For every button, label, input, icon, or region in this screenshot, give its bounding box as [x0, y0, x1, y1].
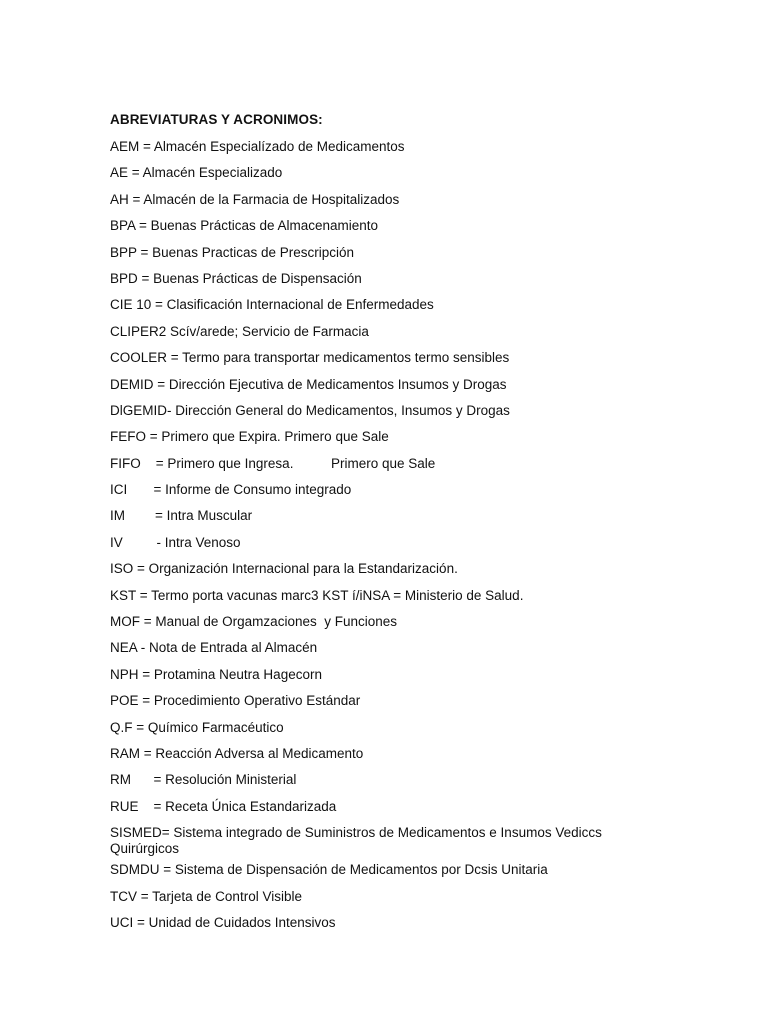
list-item: RUE = Receta Única Estandarizada [110, 798, 337, 814]
list-item: SISMED= Sistema integrado de Suministros de Medicamentos e Insumos Vediccs Quirúrgicos [110, 825, 606, 857]
list-item: IM = Intra Muscular [110, 508, 253, 524]
list-item: ISO = Organización Internacional para la Estandarización. [110, 561, 458, 577]
list-item: CLIPER2 Scív/arede; Servicio de Farmacia [110, 323, 369, 339]
list-item: FIFO = Primero que Ingresa. Primero que Sale [110, 455, 436, 471]
list-item: MOF = Manual de Orgamzaciones y Funciones [110, 614, 398, 630]
list-item: AE = Almacén Especializado [110, 165, 283, 181]
list-item: COOLER = Termo para transportar medicamentos termo sensibles [110, 350, 510, 366]
list-item: TCV = Tarjeta de Control Visible [110, 888, 302, 904]
list-item: RAM = Reacción Adversa al Medicamento [110, 745, 364, 761]
list-item: AH = Almacén de la Farmacia de Hospitalizados [110, 191, 400, 207]
list-item: SDMDU = Sistema de Dispensación de Medicamentos por Dcsis Unitaria [110, 862, 548, 878]
list-item: NPH = Protamina Neutra Hagecorn [110, 666, 322, 682]
abbreviation-list [110, 139, 690, 941]
list-item: IV - Intra Venoso [110, 534, 241, 550]
list-item: ICI = Informe de Consumo integrado [110, 482, 352, 498]
list-item: CIE 10 = Clasificación Internacional de Enfermedades [110, 297, 434, 313]
list-item: DlGEMID- Dirección General do Medicamentos, Insumos y Drogas [110, 402, 510, 418]
list-item: UCI = Unidad de Cuidados Intensivos [110, 914, 336, 930]
list-item: NEA - Nota de Entrada al Almacén [110, 640, 318, 656]
list-item: AEM = Almacén Especialízado de Medicamentos [110, 139, 405, 154]
list-item: BPP = Buenas Practicas de Prescripción [110, 244, 355, 260]
list-item: BPA = Buenas Prácticas de Almacenamiento [110, 218, 379, 234]
list-item: Q.F = Químico Farmacéutico [110, 719, 284, 735]
document-title: ABREVIATURAS Y ACRONIMOS: [110, 112, 323, 127]
list-item: KST = Termo porta vacunas marc3 KST í/iNSA = Ministerio de Salud. [110, 587, 524, 603]
list-item: BPD = Buenas Prácticas de Dispensación [110, 270, 362, 286]
list-item: DEMID = Dirección Ejecutiva de Medicamentos Insumos y Drogas [110, 376, 507, 392]
list-item: POE = Procedimiento Operativo Estándar [110, 693, 361, 709]
list-item: RM = Resolución Ministerial [110, 772, 297, 788]
list-item: FEFO = Primero que Expira. Primero que Sale [110, 429, 389, 445]
